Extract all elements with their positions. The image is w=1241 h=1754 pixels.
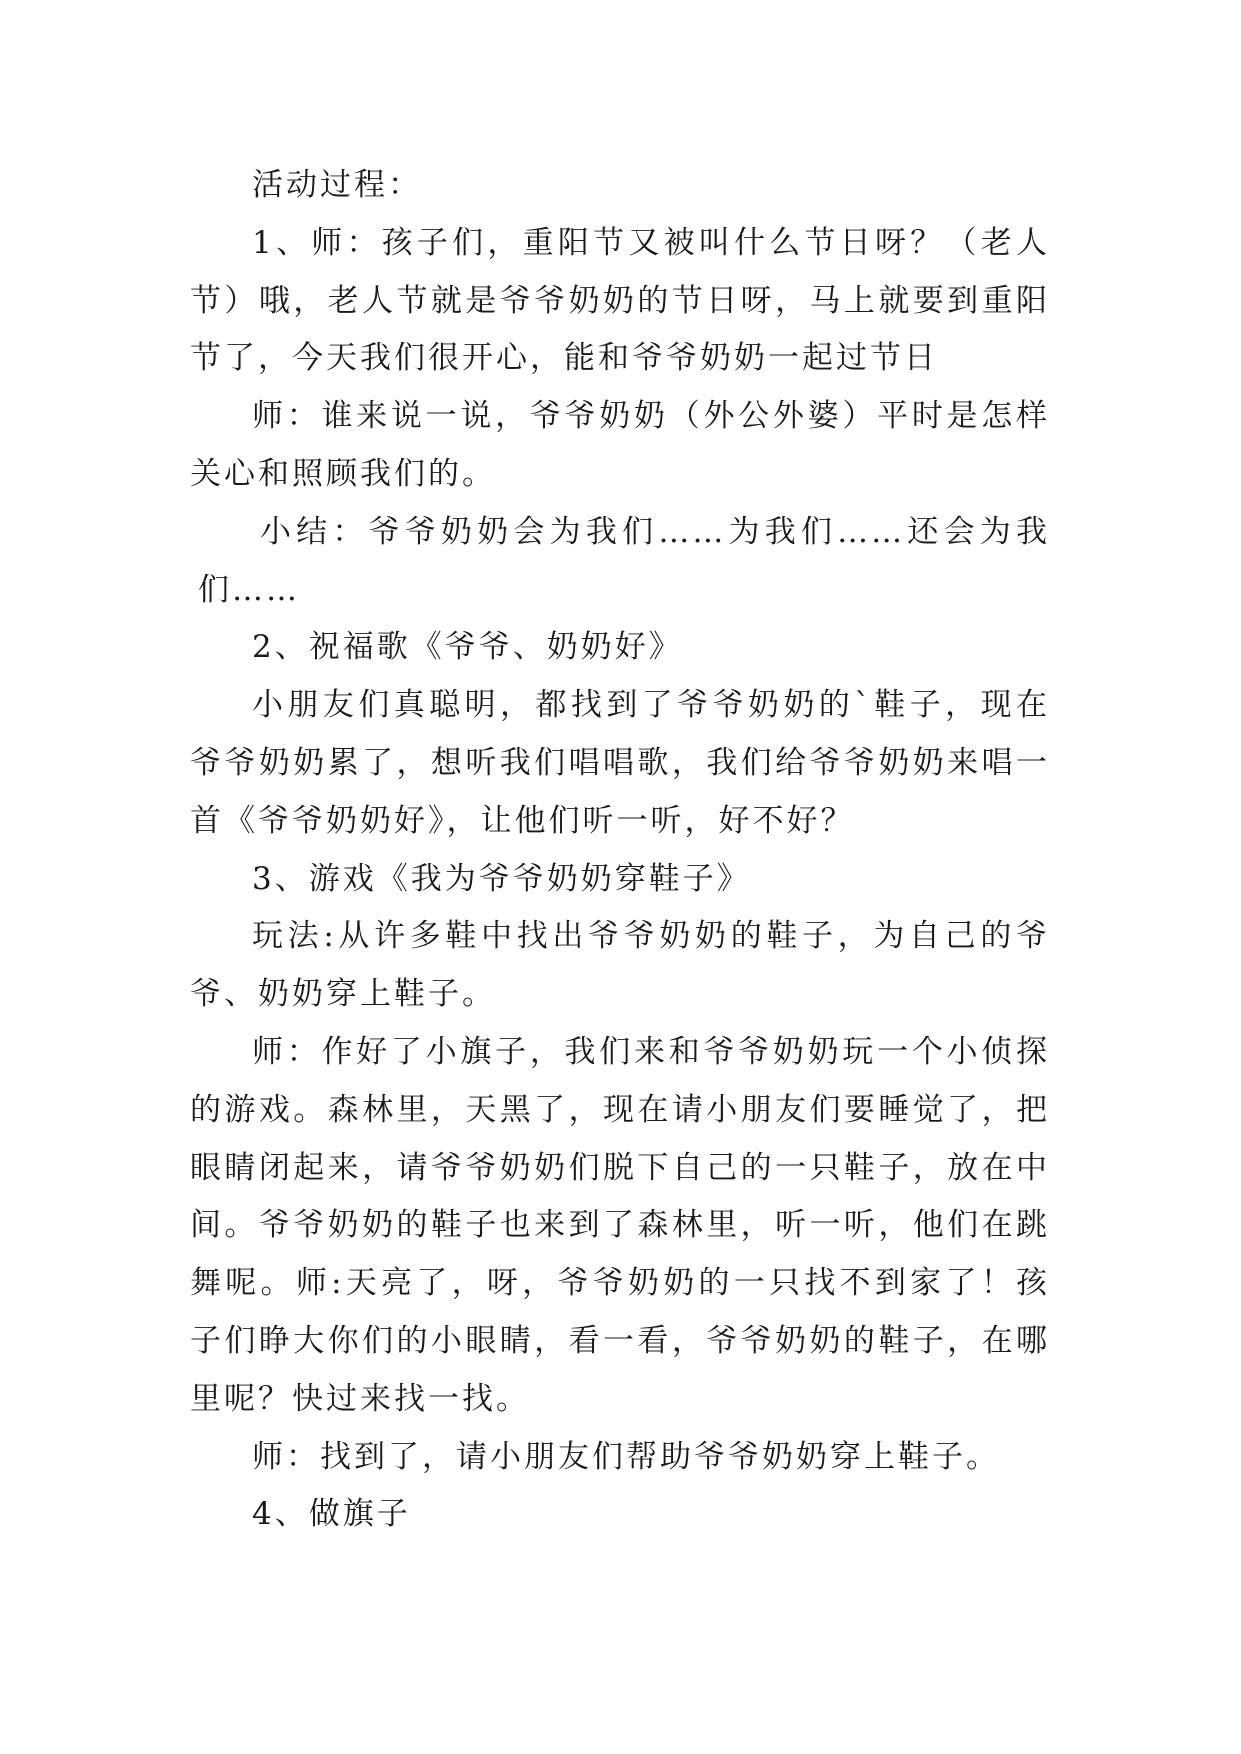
paragraph-step-4: 4、做旗子 bbox=[252, 1496, 411, 1533]
paragraph-game-rules: 玩法:从许多鞋中找出爷爷奶奶的鞋子，为自己的爷爷、奶奶穿上鞋子。 bbox=[190, 918, 1050, 1013]
paragraph-step-3: 3、游戏《我为爷爷奶奶穿鞋子》 bbox=[252, 860, 751, 897]
paragraph-song-intro: 小朋友们真聪明，都找到了爷爷奶奶的`鞋子，现在爷爷奶奶累了，想听我们唱唱歌，我们给爷爷奶奶来唱一首《爷爷奶奶好》，让他们听一听，好不好？ bbox=[190, 687, 1050, 839]
paragraph-found-shoes: 师：找到了，请小朋友们帮助爷爷奶奶穿上鞋子。 bbox=[252, 1438, 1000, 1475]
paragraph-activity-process: 活动过程： bbox=[252, 167, 422, 203]
paragraph-teacher-question: 师：谁来说一说，爷爷奶奶（外公外婆）平时是怎样关心和照顾我们的。 bbox=[190, 398, 1050, 492]
paragraph-summary: 小结：爷爷奶奶会为我们……为我们……还会为我们…… bbox=[198, 513, 1050, 608]
document-body bbox=[190, 157, 1050, 1544]
paragraph-step-2: 2、祝福歌《爷爷、奶奶好》 bbox=[252, 629, 683, 666]
paragraph-step-1: 1、师：孩子们，重阳节又被叫什么节日呀？（老人节）哦，老人节就是爷爷奶奶的节日呀，马上就要到重阳节了，今天我们很开心，能和爷爷奶奶一起过节日 bbox=[190, 224, 1050, 377]
paragraph-game-story: 师：作好了小旗子，我们来和爷爷奶奶玩一个小侦探的游戏。森林里，天黑了，现在请小朋友们要睡觉了，把眼睛闭起来，请爷爷奶奶们脱下自己的一只鞋子，放在中间。爷爷奶奶的鞋子也来到了森林里，听一听，他们在跳舞呢。师:天亮了，呀，爷爷奶奶的一只找不到家了！孩子们睁大你们的小眼睛，看一看，爷爷奶奶的鞋子，在哪里呢？快过来找一找。 bbox=[190, 1033, 1050, 1417]
